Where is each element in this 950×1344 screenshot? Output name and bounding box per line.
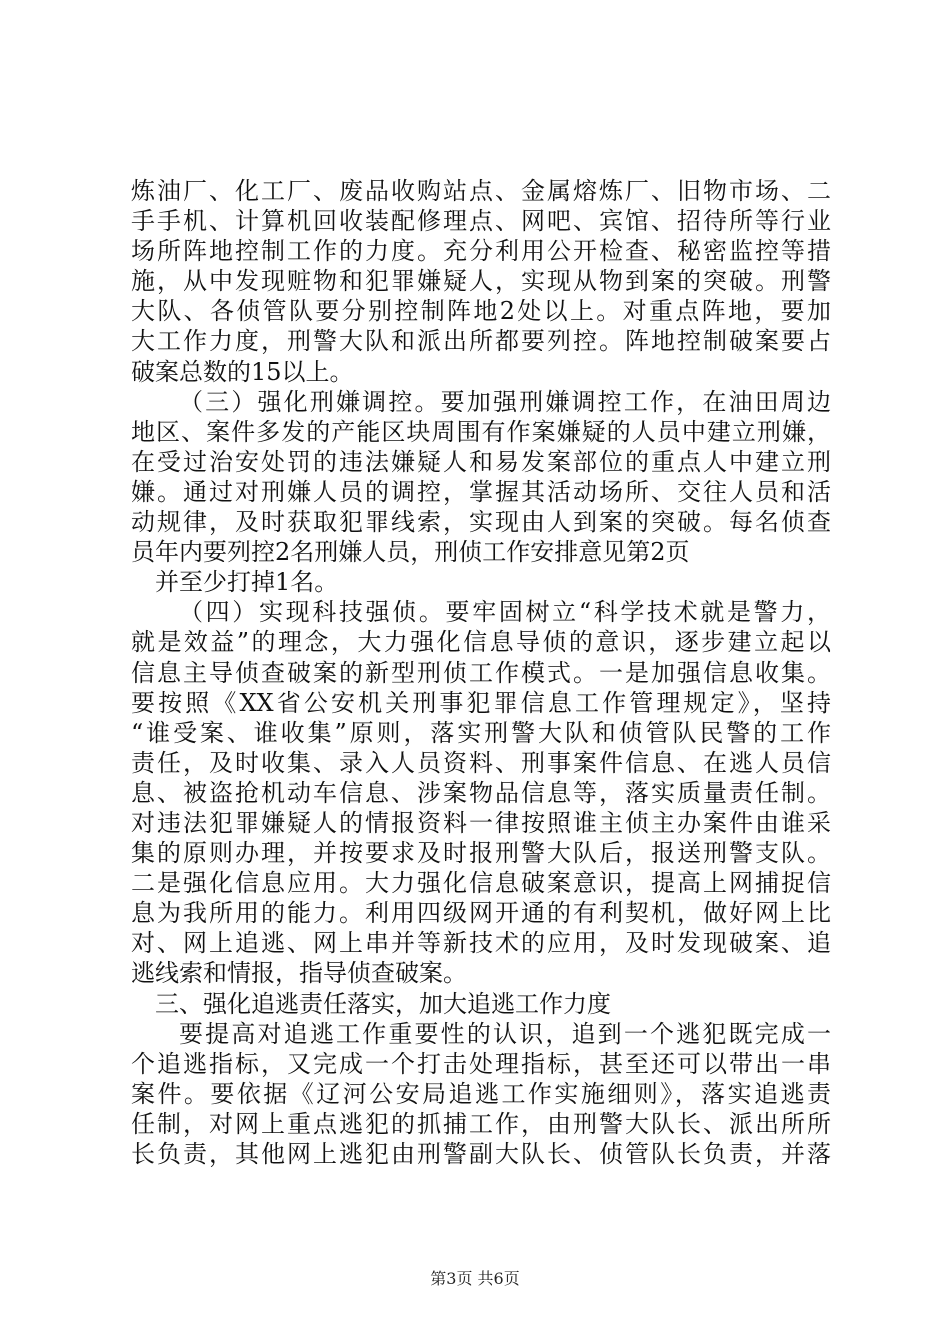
- text-line: 长负责，其他网上逃犯由刑警副大队长、侦管队长负责，并落: [131, 1140, 831, 1168]
- text-line: 并至少打掉1名。: [155, 568, 339, 597]
- text-line: 息为我所用的能力。利用四级网开通的有利契机，做好网上比: [131, 899, 831, 928]
- text-line: 三、强化追逃责任落实，加大追逃工作力度: [155, 989, 611, 1018]
- text-line: 员年内要列控2名刑嫌人员，刑侦工作安排意见第2页: [131, 538, 690, 567]
- text-line: （四）实现科技强侦。要牢固树立“科学技术就是警力，: [179, 598, 831, 627]
- text-line: 集的原则办理，并按要求及时报刑警大队后，报送刑警支队。: [131, 839, 831, 868]
- text-line: 息、被盗抢机动车信息、涉案物品信息等，落实质量责任制。: [131, 778, 831, 807]
- text-line: 地区、案件多发的产能区块周围有作案嫌疑的人员中建立刑嫌，: [131, 417, 831, 446]
- text-line: 对、网上追逃、网上串并等新技术的应用，及时发现破案、追: [131, 929, 831, 958]
- text-line: 对违法犯罪嫌疑人的情报资料一律按照谁主侦主办案件由谁采: [131, 808, 831, 837]
- text-line: 破案总数的15以上。: [131, 357, 354, 386]
- text-line: 个追逃指标，又完成一个打击处理指标，甚至还可以带出一串: [131, 1049, 831, 1078]
- text-line: 任制，对网上重点逃犯的抓捕工作，由刑警大队长、派出所所: [131, 1109, 831, 1138]
- text-line: “谁受案、谁收集”原则，落实刑警大队和侦管队民警的工作: [131, 718, 831, 747]
- text-line: 施，从中发现赃物和犯罪嫌疑人，实现从物到案的突破。刑警: [131, 267, 831, 296]
- page-footer: 第3页 共6页: [430, 1269, 520, 1288]
- text-line: 场所阵地控制工作的力度。充分利用公开检查、秘密监控等措: [131, 237, 831, 266]
- text-line: 大队、各侦管队要分别控制阵地2处以上。对重点阵地，要加: [131, 297, 831, 326]
- text-line: 逃线索和情报，指导侦查破案。: [131, 959, 467, 988]
- text-line: 责任，及时收集、录入人员资料、刑事案件信息、在逃人员信: [131, 748, 831, 777]
- text-line: 嫌。通过对刑嫌人员的调控，掌握其活动场所、交往人员和活: [131, 477, 831, 506]
- text-line: 大工作力度，刑警大队和派出所都要列控。阵地控制破案要占: [131, 327, 831, 356]
- text-line: 动规律，及时获取犯罪线索，实现由人到案的突破。每名侦查: [131, 508, 831, 537]
- text-line: 在受过治安处罚的违法嫌疑人和易发案部位的重点人中建立刑: [131, 447, 831, 476]
- text-line: 要按照《XX省公安机关刑事犯罪信息工作管理规定》，坚持: [131, 688, 831, 717]
- text-line: 信息主导侦查破案的新型刑侦工作模式。一是加强信息收集。: [131, 658, 831, 687]
- text-line: 就是效益”的理念，大力强化信息导侦的意识，逐步建立起以: [131, 628, 831, 657]
- text-line: 二是强化信息应用。大力强化信息破案意识，提高上网捕捉信: [131, 869, 831, 898]
- text-line: 案件。要依据《辽河公安局追逃工作实施细则》，落实追逃责: [131, 1079, 831, 1108]
- body-text: [131, 176, 831, 1169]
- text-line: （三）强化刑嫌调控。要加强刑嫌调控工作，在油田周边: [179, 387, 831, 416]
- text-line: 手手机、计算机回收装配修理点、网吧、宾馆、招待所等行业: [131, 207, 831, 236]
- text-line: 要提高对追逃工作重要性的认识，追到一个逃犯既完成一: [179, 1019, 831, 1048]
- text-line: 炼油厂、化工厂、废品收购站点、金属熔炼厂、旧物市场、二: [131, 177, 831, 205]
